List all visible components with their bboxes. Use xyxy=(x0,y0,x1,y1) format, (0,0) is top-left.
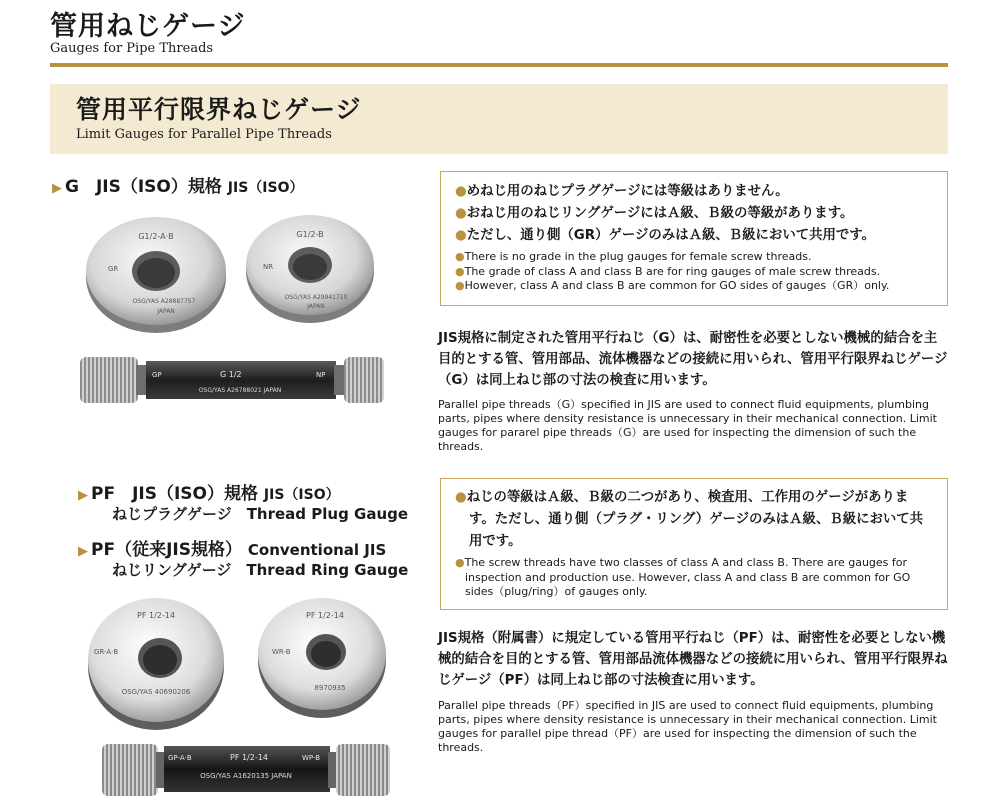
g-section-heading: ▶ G JIS（ISO）規格 JIS（ISO） xyxy=(52,177,304,197)
g-description-jp: JIS規格に制定された管用平行ねじ（G）は、耐密性を必要としない機械的結合を主目的とする管、管用部品、流体機器などの接続に用いられ、管用平行限界ねじゲージ（G）は同上ねじ部の寸法の検査に用います。 xyxy=(438,331,948,388)
ring1-country: JAPAN xyxy=(157,308,175,315)
pf-ring1-side: GR-A·B xyxy=(94,648,119,656)
pf-plug-gauge-label: ねじプラグゲージ Thread Plug Gauge xyxy=(112,505,409,523)
pf-ring2-side: WR-B xyxy=(272,648,291,656)
plug-gauge xyxy=(80,357,384,403)
pf-ring2-serial: 8970935 xyxy=(314,684,346,692)
pf-plug-size: PF 1/2-14 xyxy=(230,753,268,762)
g-note-en-3: ●However, class A and class B are common for GO sides of gauges（GR）only. xyxy=(455,279,890,292)
plug-serial: OSG/YAS A26788021 JAPAN xyxy=(198,387,282,394)
pf-conventional-heading: ▶ PF（従来JIS規格） Conventional JIS xyxy=(78,540,387,560)
ring1-label: G1/2-A·B xyxy=(138,232,174,241)
banner-title: 管用平行限界ねじゲージ xyxy=(76,95,362,124)
pf-ring-gauge-nogo xyxy=(258,598,386,718)
ring2-serial: OSG/YAS A29941710 xyxy=(284,294,348,301)
pf-note-box xyxy=(440,478,948,610)
pf-note-jp: ●ねじの等級はＡ級、Ｂ級の二つがあり、検査用、工作用のゲージがあります。ただし、通り側（プラグ・リング）ゲージのみはＡ級、Ｂ級において共用です。 xyxy=(455,490,924,549)
pf-plug-gauge xyxy=(102,744,390,796)
plug-size: G 1/2 xyxy=(220,370,242,379)
g-note-en-2: ●The grade of class A and class B are for ring gauges of male screw threads. xyxy=(455,264,881,278)
g-note-jp-2: ●おねじ用のねじリングゲージにはＡ級、Ｂ級の等級があります。 xyxy=(455,206,854,221)
g-note-box xyxy=(440,171,948,306)
header-divider xyxy=(50,63,948,67)
page-title: 管用ねじゲージ xyxy=(50,11,246,42)
g-gauges-image xyxy=(70,215,430,425)
pf-description-jp: JIS規格（附属書）に規定している管用平行ねじ（PF）は、耐密性を必要としない機械的結合を目的とする管、管用部品流体機器などの接続に用いられ、管用平行限界ねじゲージ（PF）は同上ねじ部の寸法検査に用います。 xyxy=(438,631,948,688)
pf-section-heading: ▶ PF JIS（ISO）規格 JIS（ISO） xyxy=(78,484,340,504)
g-note-jp-1: ●めねじ用のねじプラグゲージには等級はありません。 xyxy=(455,184,789,199)
pf-plug-wp: WP-B xyxy=(302,754,321,762)
g-note-en-1: ●There is no grade in the plug gauges for female screw threads. xyxy=(455,250,812,263)
pf-plug-gp: GP-A·B xyxy=(168,754,192,762)
ring-gauge-nogo xyxy=(246,215,374,323)
pf-note-en: ●The screw threads have two classes of class A and class B. There are gauges for inspection and production use. However, class A and class B are common for GO sides（plug/ring）of gauges only. xyxy=(455,556,911,598)
pf-ring-gauge-label: ねじリングゲージ Thread Ring Gauge xyxy=(112,561,409,579)
g-note-jp-3: ●ただし、通り側（GR）ゲージのみはＡ級、Ｂ級において共用です。 xyxy=(455,228,875,243)
ring-gauge-go xyxy=(86,217,226,333)
pf-gauges-image xyxy=(80,596,410,812)
triangle-bullet-icon: ▶ xyxy=(78,544,88,559)
ring2-side: NR xyxy=(263,263,274,271)
ring2-label: G1/2-B xyxy=(296,230,324,239)
ring1-serial: OSG/YAS A28887757 xyxy=(132,298,196,305)
pf-ring-gauge-go xyxy=(88,598,224,730)
triangle-bullet-icon: ▶ xyxy=(78,488,88,503)
plug-np: NP xyxy=(316,371,326,379)
pf-ring1-serial: OSG/YAS 40690206 xyxy=(121,688,191,696)
page-subtitle: Gauges for Pipe Threads xyxy=(50,41,214,56)
pf-ring1-label: PF 1/2-14 xyxy=(137,611,175,620)
pf-plug-serial: OSG/YAS A1620135 JAPAN xyxy=(200,772,292,780)
ring2-country: JAPAN xyxy=(307,303,325,310)
g-description-en: Parallel pipe threads（G）specified in JIS are used to connect fluid equipments, plumbing parts, pipes where density resistance is unnecessary in their mechanical connection. Limit gauges for pararel pipe threads（G）are used for inspecting the dimension of such the threads. xyxy=(438,398,937,453)
triangle-bullet-icon: ▶ xyxy=(52,181,62,196)
pf-ring2-label: PF 1/2-14 xyxy=(306,611,344,620)
plug-gp: GP xyxy=(152,371,162,379)
ring1-side: GR xyxy=(108,265,119,273)
banner-subtitle: Limit Gauges for Parallel Pipe Threads xyxy=(76,127,332,142)
pf-description-en: Parallel pipe threads（PF）specified in JIS are used to connect fluid equipments, plumbing parts, pipes where density resistance is unnecessary in their mechanical connection. Limit gauges for parallel pipe thread（PF）are used for inspecting the dimension of such the threads. xyxy=(438,699,937,754)
